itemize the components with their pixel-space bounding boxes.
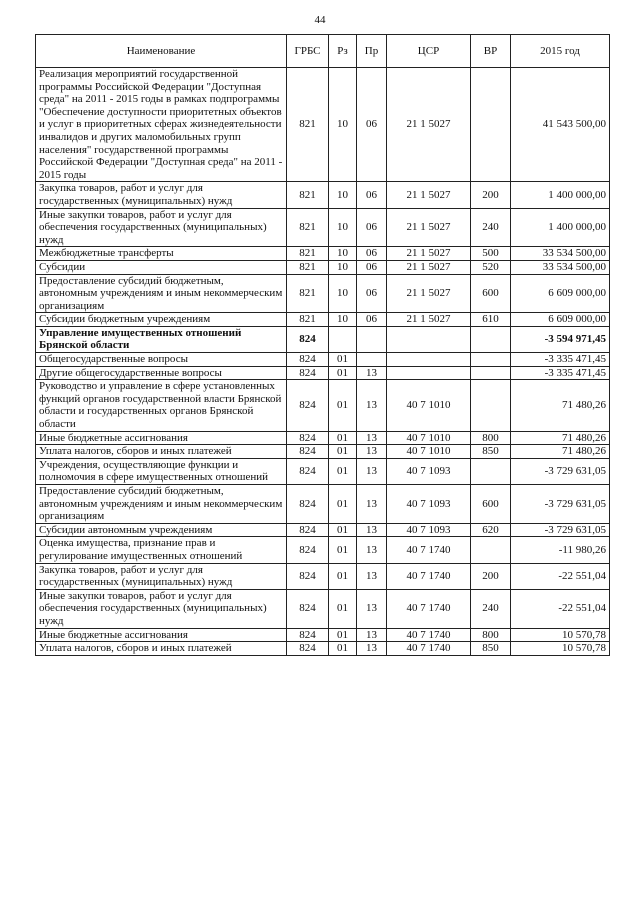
cell-pr: 06: [357, 260, 387, 274]
table-row: [36, 523, 610, 537]
cell-amount: -22 551,04: [511, 589, 610, 628]
budget-table: [35, 34, 610, 656]
cell-name: Иные бюджетные ассигнования: [36, 431, 287, 445]
cell-grbs: 824: [287, 458, 329, 484]
table-row: [36, 445, 610, 459]
table-row: [36, 353, 610, 367]
cell-csr: 21 1 5027: [387, 274, 471, 313]
cell-grbs: 824: [287, 326, 329, 352]
cell-rz: 01: [329, 353, 357, 367]
cell-vr: 800: [471, 628, 511, 642]
cell-vr: 620: [471, 523, 511, 537]
cell-vr: 500: [471, 247, 511, 261]
cell-pr: 13: [357, 589, 387, 628]
cell-name: Закупка товаров, работ и услуг для государственных (муниципальных) нужд: [36, 182, 287, 208]
cell-csr: 40 7 1093: [387, 523, 471, 537]
cell-rz: 01: [329, 485, 357, 524]
cell-grbs: 824: [287, 380, 329, 431]
cell-name: Иные закупки товаров, работ и услуг для обеспечения государственных (муниципальных) нужд: [36, 589, 287, 628]
page-number: 44: [314, 14, 326, 26]
cell-vr: [471, 326, 511, 352]
cell-pr: 13: [357, 628, 387, 642]
cell-csr: 40 7 1740: [387, 537, 471, 563]
cell-amount: 10 570,78: [511, 628, 610, 642]
cell-rz: 10: [329, 247, 357, 261]
cell-rz: 10: [329, 182, 357, 208]
cell-name: Учреждения, осуществляющие функции и полномочия в сфере имущественных отношений: [36, 458, 287, 484]
cell-rz: 10: [329, 68, 357, 182]
cell-rz: 01: [329, 642, 357, 656]
cell-csr: 40 7 1093: [387, 485, 471, 524]
cell-csr: 40 7 1740: [387, 628, 471, 642]
cell-csr: [387, 353, 471, 367]
cell-rz: 01: [329, 628, 357, 642]
cell-grbs: 824: [287, 523, 329, 537]
cell-grbs: 821: [287, 208, 329, 247]
col-header-rz: Рз: [329, 35, 357, 68]
table-header-row: [36, 35, 610, 68]
cell-csr: 21 1 5027: [387, 182, 471, 208]
cell-rz: 01: [329, 589, 357, 628]
col-header-grbs: ГРБС: [287, 35, 329, 68]
cell-csr: [387, 326, 471, 352]
cell-pr: [357, 353, 387, 367]
cell-amount: 6 609 000,00: [511, 313, 610, 327]
cell-vr: [471, 380, 511, 431]
cell-pr: 13: [357, 431, 387, 445]
table-row: [36, 431, 610, 445]
cell-amount: -3 729 631,05: [511, 485, 610, 524]
cell-csr: [387, 366, 471, 380]
table-row: [36, 563, 610, 589]
cell-pr: 13: [357, 642, 387, 656]
cell-vr: 200: [471, 563, 511, 589]
cell-pr: 06: [357, 68, 387, 182]
cell-rz: 10: [329, 208, 357, 247]
cell-rz: 10: [329, 313, 357, 327]
cell-vr: [471, 366, 511, 380]
cell-amount: -3 335 471,45: [511, 366, 610, 380]
cell-grbs: 824: [287, 563, 329, 589]
cell-amount: -22 551,04: [511, 563, 610, 589]
cell-rz: 01: [329, 458, 357, 484]
cell-name: Управление имущественных отношений Брянской области: [36, 326, 287, 352]
col-header-csr: ЦСР: [387, 35, 471, 68]
cell-pr: [357, 326, 387, 352]
cell-name: Другие общегосударственные вопросы: [36, 366, 287, 380]
cell-rz: 01: [329, 366, 357, 380]
table-row: [36, 208, 610, 247]
cell-grbs: 821: [287, 247, 329, 261]
cell-pr: 13: [357, 563, 387, 589]
cell-name: Закупка товаров, работ и услуг для государственных (муниципальных) нужд: [36, 563, 287, 589]
cell-grbs: 824: [287, 445, 329, 459]
cell-amount: -11 980,26: [511, 537, 610, 563]
cell-amount: 41 543 500,00: [511, 68, 610, 182]
cell-rz: 10: [329, 260, 357, 274]
cell-name: Межбюджетные трансферты: [36, 247, 287, 261]
cell-rz: 01: [329, 431, 357, 445]
cell-csr: 40 7 1010: [387, 431, 471, 445]
cell-name: Уплата налогов, сборов и иных платежей: [36, 445, 287, 459]
table-row: [36, 537, 610, 563]
cell-csr: 21 1 5027: [387, 260, 471, 274]
cell-pr: 13: [357, 523, 387, 537]
table-row: [36, 642, 610, 656]
cell-name: Субсидии автономным учреждениям: [36, 523, 287, 537]
table-row: [36, 313, 610, 327]
table-row: [36, 366, 610, 380]
cell-amount: -3 729 631,05: [511, 523, 610, 537]
cell-grbs: 824: [287, 589, 329, 628]
cell-amount: 33 534 500,00: [511, 260, 610, 274]
cell-csr: 21 1 5027: [387, 313, 471, 327]
cell-amount: 6 609 000,00: [511, 274, 610, 313]
cell-pr: 06: [357, 182, 387, 208]
cell-amount: -3 729 631,05: [511, 458, 610, 484]
cell-grbs: 824: [287, 485, 329, 524]
cell-pr: 13: [357, 445, 387, 459]
cell-grbs: 824: [287, 353, 329, 367]
cell-csr: 40 7 1740: [387, 589, 471, 628]
table-row: [36, 628, 610, 642]
table-row: [36, 68, 610, 182]
cell-pr: 13: [357, 458, 387, 484]
cell-vr: 600: [471, 274, 511, 313]
cell-vr: 200: [471, 182, 511, 208]
cell-rz: 01: [329, 380, 357, 431]
col-header-name: Наименование: [36, 35, 287, 68]
cell-csr: 40 7 1740: [387, 563, 471, 589]
cell-pr: 06: [357, 274, 387, 313]
cell-name: Реализация мероприятий государственной программы Российской Федерации "Доступная среда" на 2011 - 2015 годы в рамках подпрограммы "Обеспечение доступности приоритетных объектов и услуг в приоритетных сферах жизнедеятельности инвалидов и других маломобильных групп населения" государственной программы Российской Федерации "Доступная среда" на 2011 - 2015 годы: [36, 68, 287, 182]
cell-amount: 1 400 000,00: [511, 182, 610, 208]
cell-vr: 610: [471, 313, 511, 327]
cell-amount: 33 534 500,00: [511, 247, 610, 261]
cell-pr: 13: [357, 380, 387, 431]
cell-amount: -3 335 471,45: [511, 353, 610, 367]
cell-name: Руководство и управление в сфере установленных функций органов государственной власти Брянской области и государственных органов Брянской области: [36, 380, 287, 431]
table-row: [36, 260, 610, 274]
cell-vr: 520: [471, 260, 511, 274]
cell-grbs: 821: [287, 68, 329, 182]
cell-rz: 01: [329, 563, 357, 589]
cell-vr: 240: [471, 208, 511, 247]
cell-csr: 40 7 1740: [387, 642, 471, 656]
table-row: [36, 458, 610, 484]
cell-pr: 13: [357, 485, 387, 524]
cell-name: Оценка имущества, признание прав и регулирование имущественных отношений: [36, 537, 287, 563]
col-header-pr: Пр: [357, 35, 387, 68]
cell-csr: 40 7 1010: [387, 380, 471, 431]
cell-pr: 13: [357, 366, 387, 380]
cell-name: Иные закупки товаров, работ и услуг для обеспечения государственных (муниципальных) нужд: [36, 208, 287, 247]
table-row: [36, 326, 610, 352]
table-row: [36, 380, 610, 431]
cell-csr: 21 1 5027: [387, 68, 471, 182]
cell-name: Уплата налогов, сборов и иных платежей: [36, 642, 287, 656]
cell-name: Субсидии: [36, 260, 287, 274]
cell-grbs: 821: [287, 274, 329, 313]
cell-name: Общегосударственные вопросы: [36, 353, 287, 367]
cell-vr: [471, 68, 511, 182]
cell-amount: 10 570,78: [511, 642, 610, 656]
cell-name: Предоставление субсидий бюджетным, автономным учреждениям и иным некоммерческим организациям: [36, 274, 287, 313]
cell-pr: 06: [357, 247, 387, 261]
cell-vr: 600: [471, 485, 511, 524]
cell-vr: [471, 458, 511, 484]
table-row: [36, 589, 610, 628]
cell-vr: [471, 353, 511, 367]
cell-name: Предоставление субсидий бюджетным, автономным учреждениям и иным некоммерческим организациям: [36, 485, 287, 524]
cell-grbs: 821: [287, 313, 329, 327]
cell-csr: 21 1 5027: [387, 208, 471, 247]
cell-grbs: 821: [287, 260, 329, 274]
cell-amount: 71 480,26: [511, 380, 610, 431]
cell-rz: 01: [329, 537, 357, 563]
cell-csr: 21 1 5027: [387, 247, 471, 261]
col-header-amount: 2015 год: [511, 35, 610, 68]
cell-grbs: 824: [287, 628, 329, 642]
cell-rz: [329, 326, 357, 352]
cell-pr: 13: [357, 537, 387, 563]
cell-amount: 71 480,26: [511, 431, 610, 445]
cell-name: Иные бюджетные ассигнования: [36, 628, 287, 642]
cell-vr: 800: [471, 431, 511, 445]
cell-rz: 01: [329, 445, 357, 459]
cell-grbs: 824: [287, 431, 329, 445]
table-row: [36, 485, 610, 524]
table-row: [36, 182, 610, 208]
table-row: [36, 274, 610, 313]
cell-rz: 01: [329, 523, 357, 537]
cell-grbs: 824: [287, 366, 329, 380]
cell-vr: 850: [471, 642, 511, 656]
cell-grbs: 821: [287, 182, 329, 208]
cell-pr: 06: [357, 313, 387, 327]
cell-vr: 240: [471, 589, 511, 628]
cell-grbs: 824: [287, 642, 329, 656]
cell-csr: 40 7 1093: [387, 458, 471, 484]
cell-amount: 71 480,26: [511, 445, 610, 459]
cell-vr: [471, 537, 511, 563]
cell-pr: 06: [357, 208, 387, 247]
cell-amount: -3 594 971,45: [511, 326, 610, 352]
cell-name: Субсидии бюджетным учреждениям: [36, 313, 287, 327]
cell-amount: 1 400 000,00: [511, 208, 610, 247]
col-header-vr: ВР: [471, 35, 511, 68]
cell-rz: 10: [329, 274, 357, 313]
cell-vr: 850: [471, 445, 511, 459]
cell-csr: 40 7 1010: [387, 445, 471, 459]
table-row: [36, 247, 610, 261]
cell-grbs: 824: [287, 537, 329, 563]
